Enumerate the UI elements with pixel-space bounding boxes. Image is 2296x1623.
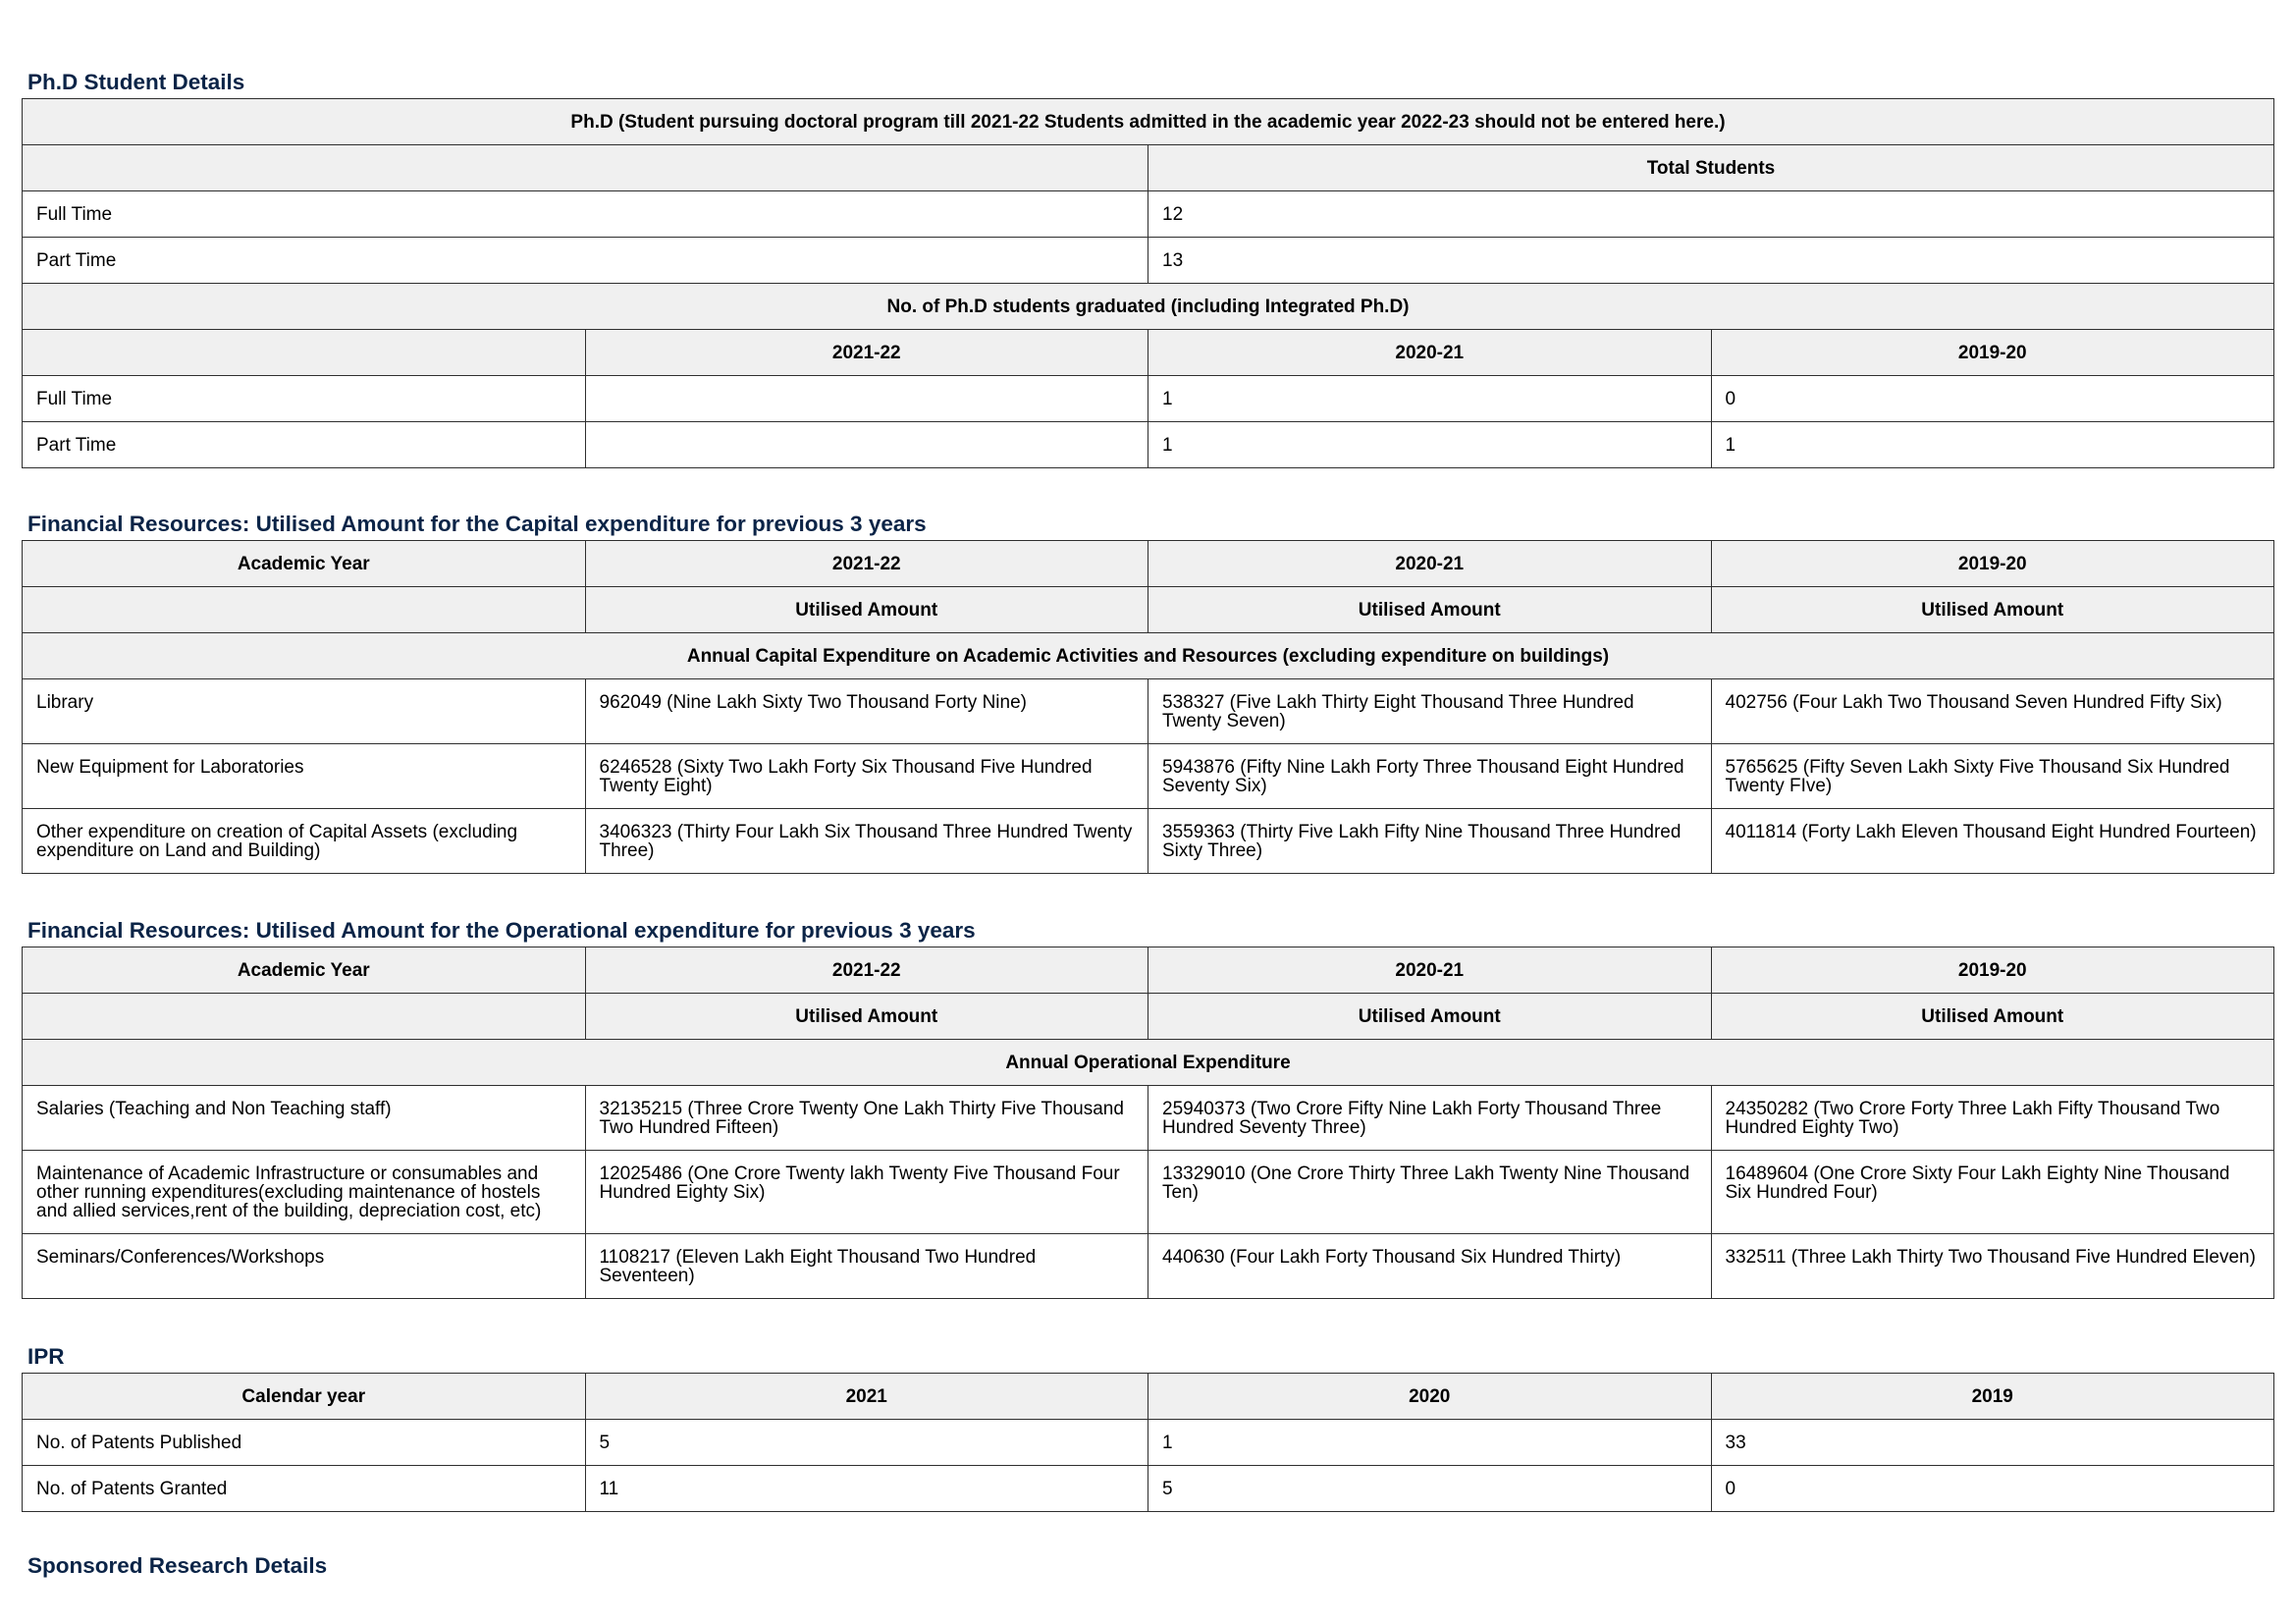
total-value: 13 xyxy=(1148,238,2274,284)
year-header-row xyxy=(23,541,2274,587)
row-label: Maintenance of Academic Infrastructure or consumables and other running expenditures(excluding maintenance of hostels and allied services,rent of the building, depreciation cost, etc) xyxy=(23,1151,586,1234)
cell-value: 962049 (Nine Lakh Sixty Two Thousand Forty Nine) xyxy=(585,679,1148,744)
phd-table xyxy=(22,98,2274,468)
table-row xyxy=(23,809,2274,874)
year-header: 2019-20 xyxy=(1711,947,2274,994)
cell-value: 0 xyxy=(1711,376,2274,422)
year-header: 2020-21 xyxy=(1148,330,1712,376)
table-row xyxy=(23,191,2274,238)
table-row xyxy=(23,238,2274,284)
table-row xyxy=(23,422,2274,468)
year-header: 2019-20 xyxy=(1711,330,2274,376)
cell-value xyxy=(585,376,1148,422)
cell-value: 440630 (Four Lakh Forty Thousand Six Hundred Thirty) xyxy=(1148,1234,1712,1299)
year-header: 2021-22 xyxy=(585,330,1148,376)
cell-value: 32135215 (Three Crore Twenty One Lakh Thirty Five Thousand Two Hundred Fifteen) xyxy=(585,1086,1148,1151)
capital-table xyxy=(22,540,2274,874)
cell-value: 24350282 (Two Crore Forty Three Lakh Fifty Thousand Two Hundred Eighty Two) xyxy=(1711,1086,2274,1151)
cell-value: 4011814 (Forty Lakh Eleven Thousand Eight Hundred Fourteen) xyxy=(1711,809,2274,874)
cell-value: 13329010 (One Crore Thirty Three Lakh Twenty Nine Thousand Ten) xyxy=(1148,1151,1712,1234)
row-label: Other expenditure on creation of Capital Assets (excluding expenditure on Land and Building) xyxy=(23,809,586,874)
empty-header-cell xyxy=(23,587,586,633)
row-label: New Equipment for Laboratories xyxy=(23,744,586,809)
phd-banner: Ph.D (Student pursuing doctoral program till 2021-22 Students admitted in the academic year 2022-23 should not be entered here.) xyxy=(23,99,2274,145)
academic-year-header: Academic Year xyxy=(23,947,586,994)
row-label: Part Time xyxy=(23,422,586,468)
row-label: Salaries (Teaching and Non Teaching staff) xyxy=(23,1086,586,1151)
cell-value: 1108217 (Eleven Lakh Eight Thousand Two Hundred Seventeen) xyxy=(585,1234,1148,1299)
cell-value: 1 xyxy=(1148,1420,1712,1466)
operational-banner-row xyxy=(23,1040,2274,1086)
phd-total-header-row xyxy=(23,145,2274,191)
table-row xyxy=(23,376,2274,422)
row-label: No. of Patents Granted xyxy=(23,1466,586,1512)
calendar-year-header: Calendar year xyxy=(23,1374,586,1420)
graduated-banner-row xyxy=(23,284,2274,330)
row-label: Part Time xyxy=(23,238,1148,284)
year-header-row xyxy=(23,947,2274,994)
table-row xyxy=(23,1086,2274,1151)
empty-header-cell xyxy=(23,330,586,376)
phd-banner-row xyxy=(23,99,2274,145)
year-header: 2021 xyxy=(585,1374,1148,1420)
capital-section-title: Financial Resources: Utilised Amount for the Capital expenditure for previous 3 years xyxy=(27,512,927,536)
row-label: Seminars/Conferences/Workshops xyxy=(23,1234,586,1299)
table-row xyxy=(23,1420,2274,1466)
row-label: Full Time xyxy=(23,191,1148,238)
operational-section-title: Financial Resources: Utilised Amount for the Operational expenditure for previous 3 years xyxy=(27,918,976,943)
empty-header-cell xyxy=(23,145,1148,191)
year-header: 2021-22 xyxy=(585,541,1148,587)
sub-header-row xyxy=(23,994,2274,1040)
utilised-amount-header: Utilised Amount xyxy=(585,994,1148,1040)
graduated-banner: No. of Ph.D students graduated (including Integrated Ph.D) xyxy=(23,284,2274,330)
cell-value: 12025486 (One Crore Twenty lakh Twenty Five Thousand Four Hundred Eighty Six) xyxy=(585,1151,1148,1234)
utilised-amount-header: Utilised Amount xyxy=(1711,994,2274,1040)
cell-value: 16489604 (One Crore Sixty Four Lakh Eighty Nine Thousand Six Hundred Four) xyxy=(1711,1151,2274,1234)
total-value: 12 xyxy=(1148,191,2274,238)
cell-value: 1 xyxy=(1711,422,2274,468)
graduated-years-row xyxy=(23,330,2274,376)
cell-value: 6246528 (Sixty Two Lakh Forty Six Thousand Five Hundred Twenty Eight) xyxy=(585,744,1148,809)
operational-banner: Annual Operational Expenditure xyxy=(23,1040,2274,1086)
year-header-row xyxy=(23,1374,2274,1420)
cell-value: 11 xyxy=(585,1466,1148,1512)
table-row xyxy=(23,744,2274,809)
capital-banner-row xyxy=(23,633,2274,679)
cell-value: 5 xyxy=(585,1420,1148,1466)
row-label: Library xyxy=(23,679,586,744)
cell-value: 3406323 (Thirty Four Lakh Six Thousand Three Hundred Twenty Three) xyxy=(585,809,1148,874)
capital-banner: Annual Capital Expenditure on Academic Activities and Resources (excluding expenditure on buildings) xyxy=(23,633,2274,679)
utilised-amount-header: Utilised Amount xyxy=(1148,994,1712,1040)
year-header: 2019-20 xyxy=(1711,541,2274,587)
year-header: 2019 xyxy=(1711,1374,2274,1420)
year-header: 2021-22 xyxy=(585,947,1148,994)
utilised-amount-header: Utilised Amount xyxy=(1711,587,2274,633)
year-header: 2020 xyxy=(1148,1374,1712,1420)
ipr-table xyxy=(22,1373,2274,1512)
cell-value: 1 xyxy=(1148,422,1712,468)
table-row xyxy=(23,1234,2274,1299)
year-header: 2020-21 xyxy=(1148,541,1712,587)
cell-value: 5765625 (Fifty Seven Lakh Sixty Five Thousand Six Hundred Twenty FIve) xyxy=(1711,744,2274,809)
year-header: 2020-21 xyxy=(1148,947,1712,994)
phd-section-title: Ph.D Student Details xyxy=(27,70,245,94)
cell-value: 402756 (Four Lakh Two Thousand Seven Hundred Fifty Six) xyxy=(1711,679,2274,744)
sub-header-row xyxy=(23,587,2274,633)
empty-header-cell xyxy=(23,994,586,1040)
row-label: Full Time xyxy=(23,376,586,422)
row-label: No. of Patents Published xyxy=(23,1420,586,1466)
ipr-section-title: IPR xyxy=(27,1344,65,1369)
operational-table xyxy=(22,947,2274,1299)
table-row xyxy=(23,679,2274,744)
table-row xyxy=(23,1466,2274,1512)
cell-value: 538327 (Five Lakh Thirty Eight Thousand Three Hundred Twenty Seven) xyxy=(1148,679,1712,744)
utilised-amount-header: Utilised Amount xyxy=(1148,587,1712,633)
cell-value: 1 xyxy=(1148,376,1712,422)
academic-year-header: Academic Year xyxy=(23,541,586,587)
cell-value: 3559363 (Thirty Five Lakh Fifty Nine Thousand Three Hundred Sixty Three) xyxy=(1148,809,1712,874)
cell-value: 0 xyxy=(1711,1466,2274,1512)
cell-value: 5943876 (Fifty Nine Lakh Forty Three Thousand Eight Hundred Seventy Six) xyxy=(1148,744,1712,809)
cell-value: 5 xyxy=(1148,1466,1712,1512)
cell-value: 332511 (Three Lakh Thirty Two Thousand Five Hundred Eleven) xyxy=(1711,1234,2274,1299)
cell-value: 33 xyxy=(1711,1420,2274,1466)
table-row xyxy=(23,1151,2274,1234)
cell-value xyxy=(585,422,1148,468)
cell-value: 25940373 (Two Crore Fifty Nine Lakh Forty Thousand Three Hundred Seventy Three) xyxy=(1148,1086,1712,1151)
utilised-amount-header: Utilised Amount xyxy=(585,587,1148,633)
sponsored-section-title: Sponsored Research Details xyxy=(27,1553,328,1578)
total-students-header: Total Students xyxy=(1148,145,2274,191)
